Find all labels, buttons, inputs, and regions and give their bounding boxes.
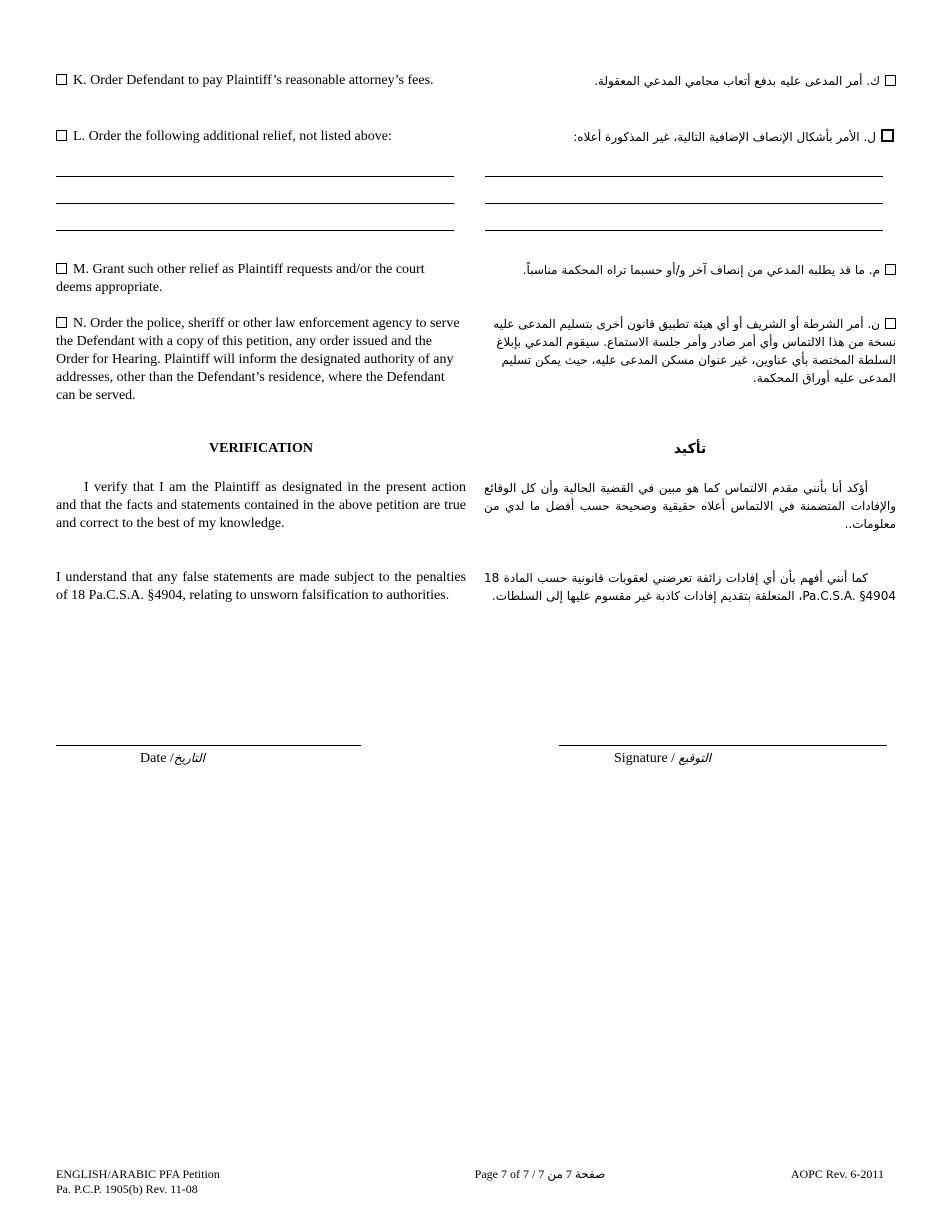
item-n-en: [56, 315, 464, 405]
item-k-ar-checkbox[interactable]: [885, 75, 896, 86]
blank-line-ar-1[interactable]: [485, 176, 883, 177]
verification-para1-ar: أؤكد أنا بأنني مقدم الالتماس كما هو مبين في القضية الحالية وأن كل الوقائع والإفادات المتضمنة في الالتماس أعلاه حقيقية وصحيحة حسب أفضل ما لدي من معلومات..: [484, 481, 896, 531]
item-l-en: [56, 128, 466, 146]
item-m-text: Grant such other relief as Plaintiff requests and/or the court deems appropriate.: [56, 262, 425, 295]
date-caption-en: Date /: [140, 751, 174, 766]
item-m-label: M.: [73, 262, 89, 277]
item-l-ar-text: ل. الأمر بأشكال الإنصاف الإضافية التالية، غير المذكورة أعلاه:: [573, 130, 876, 144]
item-n-ar-text: ن. أمر الشرطة أو الشريف أو أي هيئة تطبيق قانون أخرى بتسليم المدعى عليه نسخة من هذا الالتماس وأي أمر صادر وأمر جلسة الاستماع. سيقوم المدعي بإبلاغ السلطة المختصة بأي عناوين، غير عنوان مسكن المدعى عليه، حيث يمكن تسليم المدعى عليه أوراق المحكمة.: [493, 317, 896, 385]
blank-line-ar-2[interactable]: [485, 203, 883, 204]
item-n-checkbox[interactable]: [56, 317, 67, 328]
item-k-checkbox[interactable]: [56, 74, 67, 85]
item-l-checkbox[interactable]: [56, 130, 67, 141]
blank-line-ar-3[interactable]: [485, 230, 883, 231]
blank-line-en-1[interactable]: [56, 176, 454, 177]
item-l-ar: [484, 128, 894, 146]
signature-caption-ar: التوقيع: [678, 751, 712, 765]
item-n-text: Order the police, sheriff or other law enforcement agency to serve the Defendant with a copy of this petition, any order issued and the Order for Hearing. Plaintiff will inform the designated authority of any addresses, other than the Defendant’s residence, where the Defendant can be served.: [56, 316, 460, 403]
verification-para2-en: I understand that any false statements are made subject to the penalties of 18 Pa.C.S.A. §4904, relating to unsworn falsification to authorities.: [56, 570, 466, 603]
footer-form-name: ENGLISH/ARABIC PFA Petition: [56, 1167, 220, 1181]
verification-heading-en: VERIFICATION: [209, 441, 313, 456]
item-n-ar: [484, 315, 896, 387]
item-m-ar-text: م. ما قد يطلبه المدعي من إنصاف آخر و/أو حسبما تراه المحكمة مناسباً.: [522, 263, 880, 277]
item-n-label: N.: [73, 316, 87, 331]
item-m-checkbox[interactable]: [56, 263, 67, 274]
item-m-ar: [484, 261, 896, 279]
date-caption-ar: التاريخ: [173, 751, 205, 765]
item-k-ar: [484, 72, 896, 90]
item-k-text: Order Defendant to pay Plaintiff’s reasonable attorney’s fees.: [90, 73, 434, 88]
item-l-ar-checkbox[interactable]: [881, 129, 894, 142]
item-m-en: [56, 261, 456, 297]
date-caption: [140, 751, 205, 767]
blank-line-en-3[interactable]: [56, 230, 454, 231]
item-l-text: Order the following additional relief, not listed above:: [88, 129, 392, 144]
footer-rule: Pa. P.C.P. 1905(b) Rev. 11-08: [56, 1182, 198, 1196]
item-m-ar-checkbox[interactable]: [885, 264, 896, 275]
verification-heading-ar: تأكيد: [673, 441, 707, 457]
signature-caption: [614, 751, 711, 767]
item-l-label: L.: [73, 129, 86, 144]
verification-para2-ar: كما أنني أفهم بأن أي إفادات زائفة تعرضني لعقوبات قانونية حسب المادة 18 Pa.C.S.A. §4904، المتعلقة بتقديم إفادات كاذبة غير مقسوم عليها إلى السلطات.: [484, 571, 896, 603]
verification-para1-en: I verify that I am the Plaintiff as designated in the present action and that the facts and statements contained in the above petition are true and correct to the best of my knowledge.: [56, 480, 466, 531]
item-n-ar-checkbox[interactable]: [885, 318, 896, 329]
signature-caption-en: Signature /: [614, 751, 676, 766]
signature-line[interactable]: [559, 745, 887, 746]
date-line[interactable]: [56, 745, 361, 746]
footer-page: Page 7 of 7 / صفحة 7 من 7: [474, 1167, 606, 1181]
blank-line-en-2[interactable]: [56, 203, 454, 204]
footer-revision: AOPC Rev. 6-2011: [790, 1167, 884, 1181]
item-k-en: [56, 72, 456, 90]
footer-left: [56, 1167, 220, 1197]
item-k-ar-text: ك. أمر المدعى عليه بدفع أتعاب محامي المدعي المعقولة.: [594, 74, 880, 88]
item-k-label: K.: [73, 73, 87, 88]
